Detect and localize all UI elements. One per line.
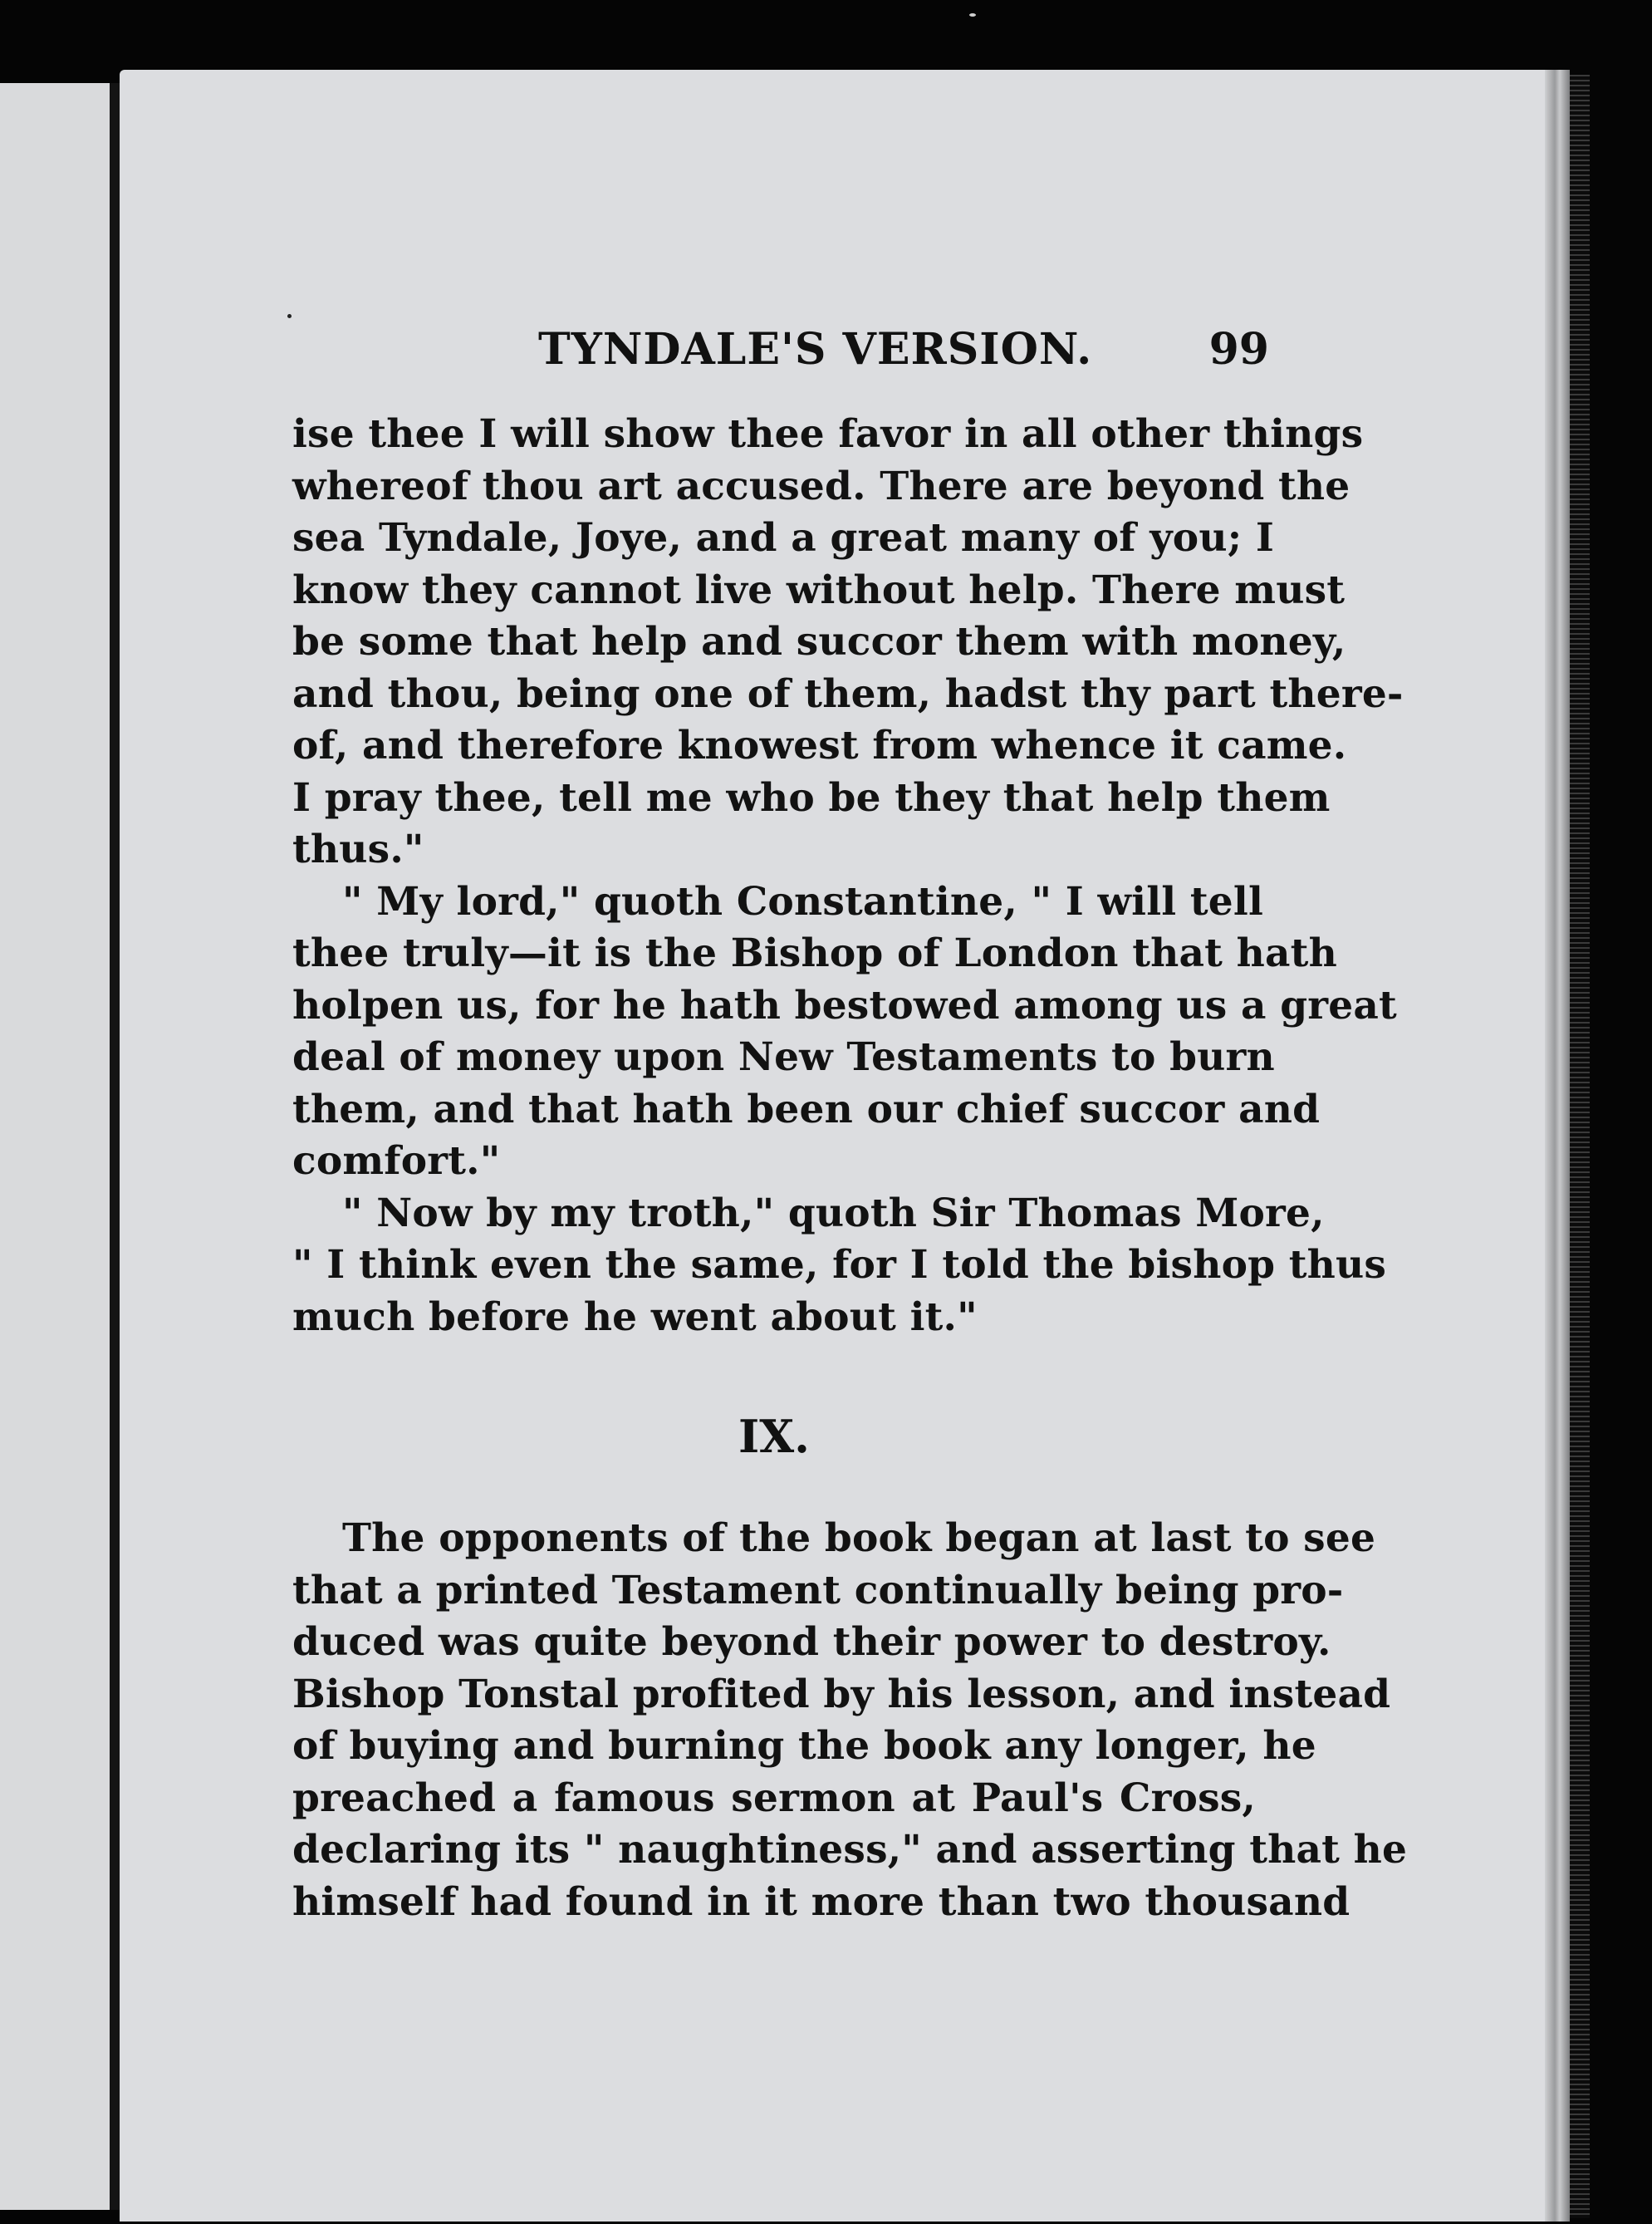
facing-page-edge: [0, 83, 112, 2210]
text-line: " Now by my troth," quoth Sir Thomas More,: [342, 1190, 1325, 1236]
running-header: [289, 324, 1269, 382]
text-line: " My lord," quoth Constantine, " I will tell: [342, 878, 1264, 925]
paragraph-2: [292, 876, 1397, 1188]
page-edge-shadow: [1545, 70, 1570, 2222]
text-line: know they cannot live without help. There must: [292, 567, 1346, 613]
text-line: ise thee I will show thee favor in all other things: [292, 411, 1364, 457]
text-line: be some that help and succor them with money,: [292, 619, 1346, 665]
book-gutter: [110, 83, 120, 2210]
text-line: The opponents of the book began at last to see: [342, 1515, 1376, 1561]
text-line: himself had found in it more than two thousand: [292, 1878, 1351, 1925]
text-line: " I think even the same, for I told the bishop thus: [292, 1242, 1387, 1288]
running-title: TYNDALE'S VERSION.: [538, 324, 1093, 375]
text-line: holpen us, for he hath bestowed among us a great: [292, 982, 1397, 1029]
text-line: whereof thou art accused. There are beyond the: [292, 463, 1351, 509]
text-line: them, and that hath been our chief succor and: [292, 1086, 1321, 1132]
body-text: [292, 409, 1408, 1928]
page-number: 99: [1208, 324, 1269, 375]
text-line: much before he went about it.": [292, 1294, 978, 1340]
text-line: comfort.": [292, 1138, 501, 1184]
text-line: sea Tyndale, Joye, and a great many of you; I: [292, 515, 1275, 561]
section-paragraph: [292, 1513, 1408, 1928]
text-line: of, and therefore knowest from whence it came.: [292, 723, 1347, 768]
text-line: deal of money upon New Testaments to burn: [292, 1034, 1275, 1080]
text-line: that a printed Testament continually being pro-: [292, 1567, 1344, 1613]
section-heading: IX.: [738, 1410, 810, 1463]
text-line: of buying and burning the book any longer, he: [292, 1723, 1316, 1769]
page-stack-edge: [1570, 75, 1590, 2218]
text-line: and thou, being one of them, hadst thy part there-: [292, 670, 1404, 717]
text-line: declaring its " naughtiness," and asserting that he: [292, 1827, 1408, 1873]
text-line: thee truly—it is the Bishop of London that hath: [292, 930, 1337, 976]
paragraph-1: [292, 409, 1404, 876]
text-line: duced was quite beyond their power to destroy.: [292, 1619, 1331, 1665]
paragraph-3: [292, 1188, 1387, 1344]
dust-speck: [287, 314, 292, 318]
text-line: preached a famous sermon at Paul's Cross,: [292, 1775, 1256, 1821]
text-line: Bishop Tonstal profited by his lesson, and instead: [292, 1671, 1391, 1717]
text-line: thus.": [292, 827, 424, 872]
text-line: I pray thee, tell me who be they that help them: [292, 774, 1331, 821]
dust-speck: [969, 13, 976, 17]
